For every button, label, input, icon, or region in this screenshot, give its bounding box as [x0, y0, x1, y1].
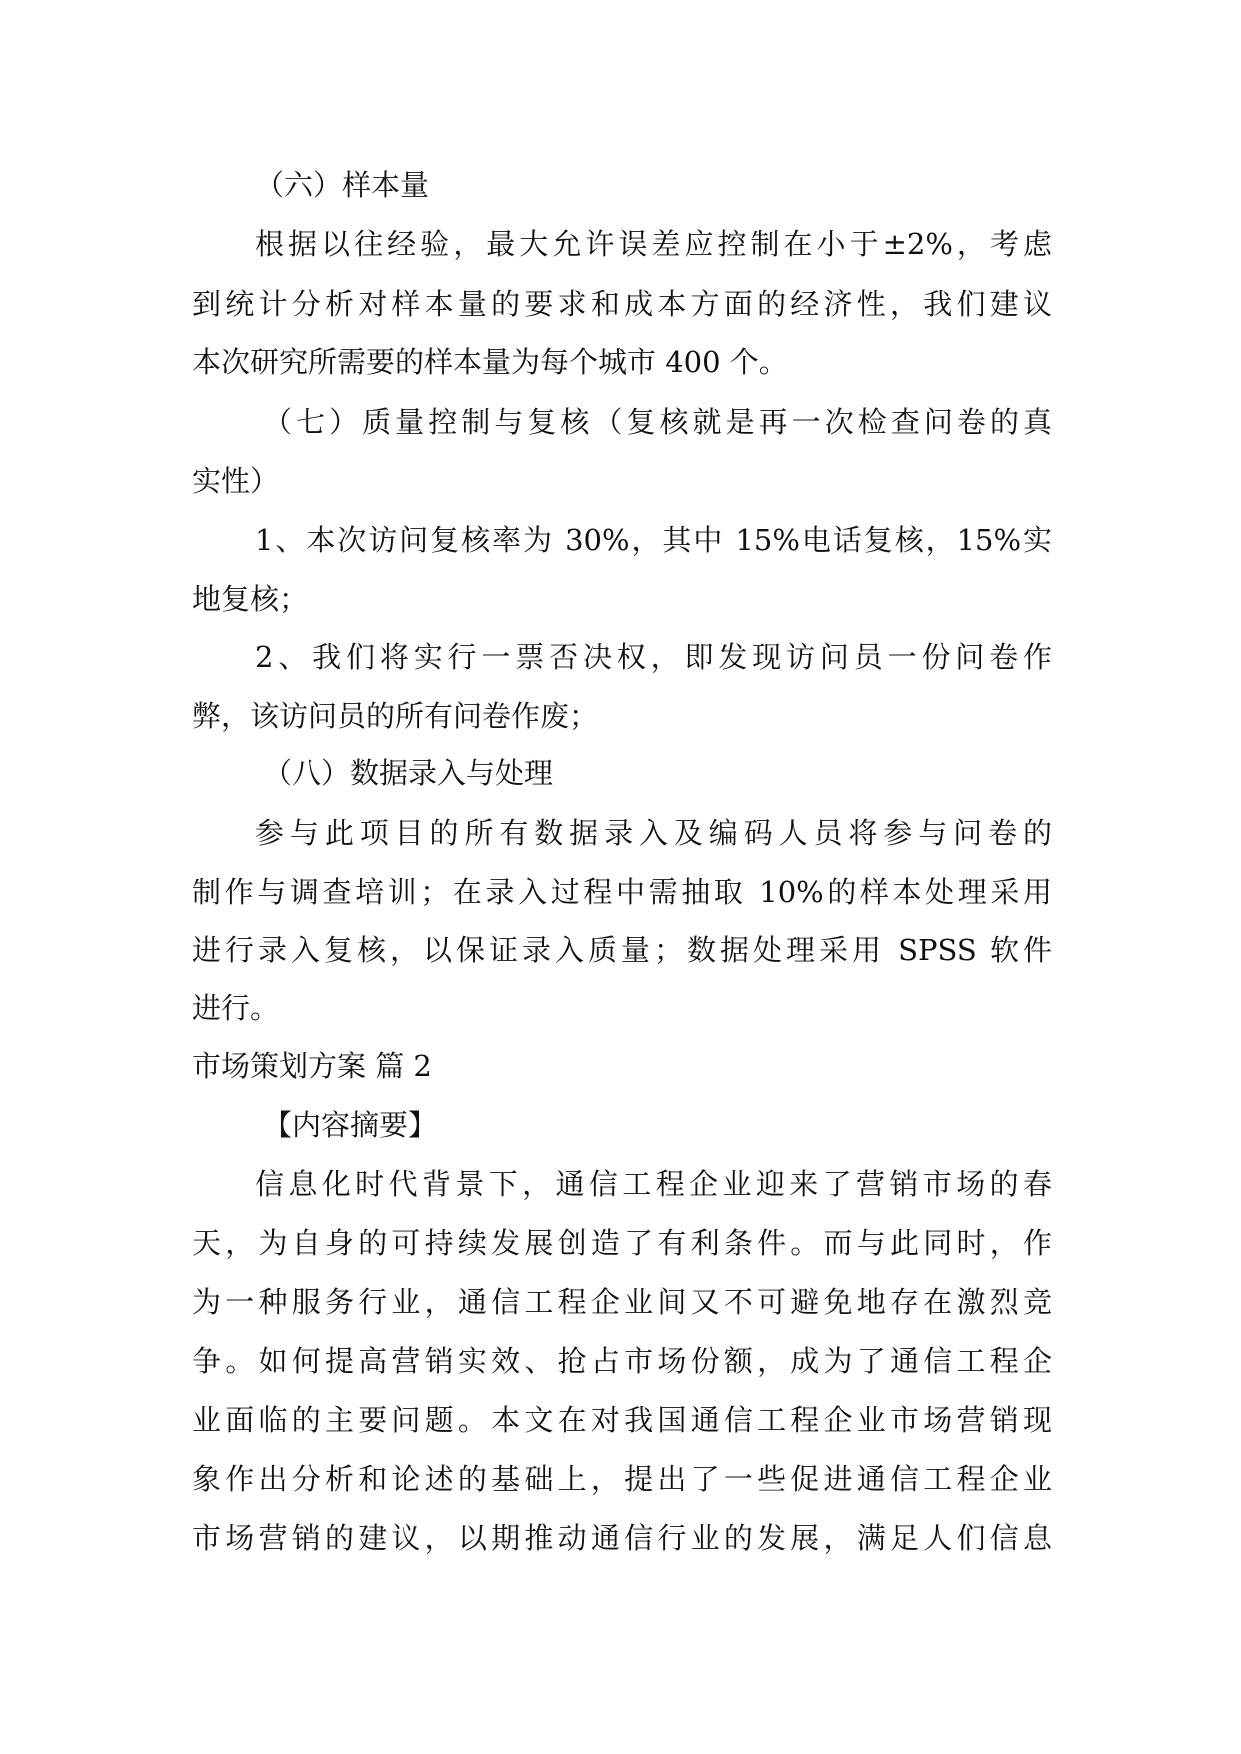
section-seven-heading-line-2: 实性） [192, 464, 280, 498]
section-seven-item-1-line-1: 1、本次访问复核率为 30%，其中 15%电话复核，15%实 [255, 523, 1052, 557]
section-seven-heading-line-1: （七）质量控制与复核（复核就是再一次检查问卷的真 [263, 405, 1052, 439]
plan-title: 市场策划方案 篇 2 [192, 1049, 432, 1083]
section-six-paragraph-line-1: 根据以往经验，最大允许误差应控制在小于±2%，考虑 [255, 227, 1052, 261]
abstract-paragraph-line-2: 天，为自身的可持续发展创造了有利条件。而与此同时，作 [192, 1226, 1052, 1260]
section-six-heading: （六）样本量 [255, 168, 430, 202]
section-six-paragraph-line-3: 本次研究所需要的样本量为每个城市 400 个。 [192, 345, 788, 379]
section-eight-paragraph-line-1: 参与此项目的所有数据录入及编码人员将参与问卷的 [255, 816, 1052, 850]
abstract-paragraph-line-5: 业面临的主要问题。本文在对我国通信工程企业市场营销现 [192, 1403, 1052, 1437]
abstract-paragraph-line-4: 争。如何提高营销实效、抢占市场份额，成为了通信工程企 [192, 1344, 1052, 1378]
abstract-paragraph-line-7: 市场营销的建议，以期推动通信行业的发展，满足人们信息 [192, 1521, 1052, 1555]
section-eight-paragraph-line-4: 进行。 [192, 991, 280, 1025]
section-eight-paragraph-line-3: 进行录入复核，以保证录入质量；数据处理采用 SPSS 软件 [192, 933, 1052, 967]
section-six-paragraph-line-2: 到统计分析对样本量的要求和成本方面的经济性，我们建议 [192, 287, 1052, 321]
abstract-heading: 【内容摘要】 [263, 1108, 438, 1142]
abstract-paragraph-line-6: 象作出分析和论述的基础上，提出了一些促进通信工程企业 [192, 1462, 1052, 1496]
section-seven-item-2-line-1: 2、我们将实行一票否决权，即发现访问员一份问卷作 [255, 640, 1052, 674]
section-eight-paragraph-line-2: 制作与调查培训；在录入过程中需抽取 10%的样本处理采用 [192, 875, 1052, 909]
section-seven-item-1-line-2: 地复核； [192, 582, 309, 616]
abstract-paragraph-line-3: 为一种服务行业，通信工程企业间又不可避免地存在激烈竞 [192, 1285, 1052, 1319]
section-seven-item-2-line-2: 弊，该访问员的所有问卷作废； [192, 699, 599, 733]
section-eight-heading: （八）数据录入与处理 [263, 756, 554, 790]
abstract-paragraph-line-1: 信息化时代背景下，通信工程企业迎来了营销市场的春 [255, 1167, 1052, 1201]
